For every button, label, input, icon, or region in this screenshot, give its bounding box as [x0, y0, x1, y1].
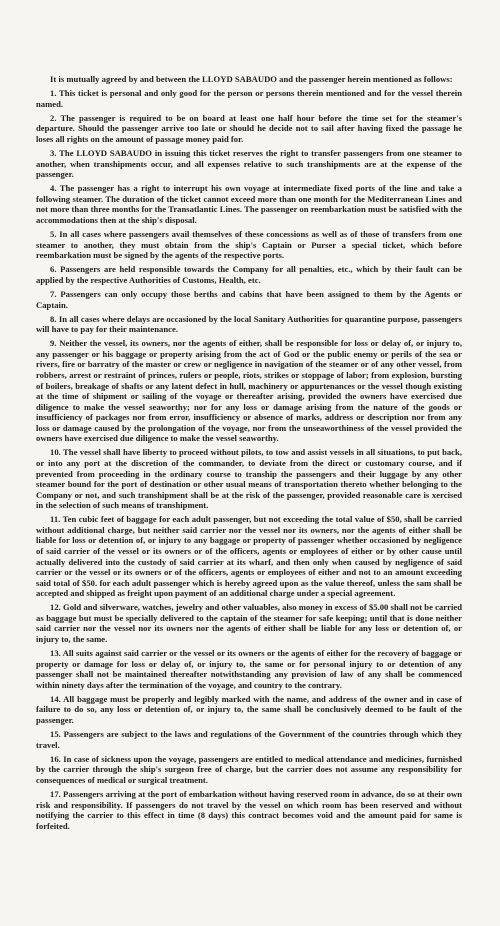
clause-5: 5. In all cases where passengers avail themselves of these concessions as well as of those of transfers from one steamer to another, they must obtain from the ship's Captain or Purser a special ticket, which before reembarkation must be signed by the agents of the respective ports.	[36, 229, 462, 261]
clause-2: 2. The passenger is required to be on board at least one half hour before the time set for the steamer's departure. Should the passenger arrive too late or should he decide not to sail after having fixed the passage he loses all rights on the amount of passage money paid for.	[36, 112, 462, 144]
clause-12: 12. Gold and silverware, watches, jewelry and other valuables, also money in excess of $5.00 shall not be carried as baggage but must be specially delivered to the captain of the steamer for safe keeping; until that is done neither said carrier nor the vessel nor its owners nor the agents of either shall be liable for any loss or detention of, or injury to, the same.	[36, 602, 462, 644]
terms-text	[36, 74, 462, 831]
clause-10: 10. The vessel shall have liberty to proceed without pilots, to tow and assist vessels in all situations, to put back, or into any port at the discretion of the commander, to deviate from the direct or customary course, and if prevented from proceeding in the ordinary course to tranship the passengers and their luggage by any other steamer bound for the port of destination or other usual means of transportation thereto whether belonging to the Company or not, and such transhipment shall be at the risk of the passenger, provided reasonable care is xercised in the selection of such means of transhipment.	[36, 447, 462, 511]
clause-15: 15. Passengers are subject to the laws and regulations of the Government of the countries through which they travel.	[36, 729, 462, 750]
clause-8: 8. In all cases where delays are occasioned by the local Sanitary Authorities for quarantine purpose, passengers will have to pay for their maintenance.	[36, 313, 462, 335]
intro-paragraph: It is mutually agreed by and between the LLOYD SABAUDO and the passenger herein mentioned as follows:	[50, 74, 453, 84]
clause-9: 9. Neither the vessel, its owners, nor the agents of either, shall be responsible for loss or delay of, or injury to, any passenger or his baggage or property arising from the act of God or the public enemy or perils of the sea or rivers, fire or barratry of the master or crew or negligence in navigation of the steamer or of any other vessel, from robbers, arrest or restraint of princes, rulers or people, riots, strikes or stoppage of labor; from explosion, bursting of boilers, breakage of shafts or any latent defect in hull, machinery or appurtenances or the vessel though existing at the time of shipment or sailing of the voyage or thereafter arising, provided the owners have exercised due diligence to make the vessel seaworthy; nor for any loss or damage arising from the nature of the goods or insufficiency of packages nor from error, insufficiency or absence of marks, address or description nor from any loss or damage caused by the prolongation of the voyage, nor from the unseaworthiness of the vessel provided the owners have exercised due diligence to make the vessel seaworthy.	[36, 338, 462, 444]
clause-6: 6. Passengers are held responsible towards the Company for all penalties, etc., which by their fault can be applied by the respective Authorities of Customs, Health, etc.	[36, 264, 462, 285]
clause-13: 13. All suits against said carrier or the vessel or its owners or the agents of either for the recovery of baggage or property or damage for loss or delay of, or injury to, the same or for personal injury to or detention of any passenger shall not be maintained thereafter notwithstanding any provision of law of any shall be commenced within ninety days after the termination of the voyage, and country to the contrary.	[36, 648, 462, 690]
clause-11: 11. Ten cubic feet of baggage for each adult passenger, but not exceeding the total value of $50, shall be carried without additional charge, but neither said carrier nor the vessel nor its owners, nor the agents of either shall be liable for loss or detention of, or injury to any baggage or property of passenger whether occasioned by negligence of said carrier of the vessel or its owners or of the officers, agents or employees of either or by other cause until actually delivered into the custody of said carrier at its wharf, and then only when caused by negligence of said carrier or the vessel or its owners or of the officers, agents or employees of either and not to an amount exceeding said total of $50. for each adult passenger which is hereby agreed upon as the value thereof, unless the sam shall be accepted and shipped as freight upon payment of an additional charge under a special agreement.	[36, 514, 462, 599]
clause-4: 4. The passenger has a right to interrupt his own voyage at intermediate fixed ports of the line and take a following steamer. The duration of the ticket cannot exceed more than one month for the Mediterranean Lines and not more than three months for the Transatlantic Lines. The passenger on reembarkation must be satisfied with the accommodations then at the ship's disposal.	[36, 183, 462, 225]
clause-1: 1. This ticket is personal and only good for the person or persons therein mentioned and for the vessel therein named.	[36, 88, 462, 109]
clause-16: 16. In case of sickness upon the voyage, passengers are entitled to medical attendance and medicines, furnished by the carrier through the ship's surgeon free of charge, but the carrier does not assume any responsibility for consequences of medical or surgical treatment.	[36, 753, 462, 785]
clause-7: 7. Passengers can only occupy those berths and cabins that have been assigned to them by the Agents or Captain.	[36, 289, 462, 310]
clause-3: 3. The LLOYD SABAUDO in issuing this ticket reserves the right to transfer passengers from one steamer to another, when transhipments occur, and all expenses relative to such transhipments are at the expense of the passenger.	[36, 148, 462, 180]
clause-14: 14. All baggage must be properly and legibly marked with the name, and address of the owner and in case of failure to do so, any loss or detention of, or injury to, the same shall be conclusively deemed to be fault of the passenger.	[36, 693, 462, 725]
clause-17: 17. Passengers arriving at the port of embarkation without having reserved room in advance, do so at their own risk and responsibility. If passengers do not travel by the vessel on which room has been reserved and without notifying the carrier to this effect in time (8 days) this contract becomes void and the amount paid for same is forfeited.	[36, 789, 462, 831]
